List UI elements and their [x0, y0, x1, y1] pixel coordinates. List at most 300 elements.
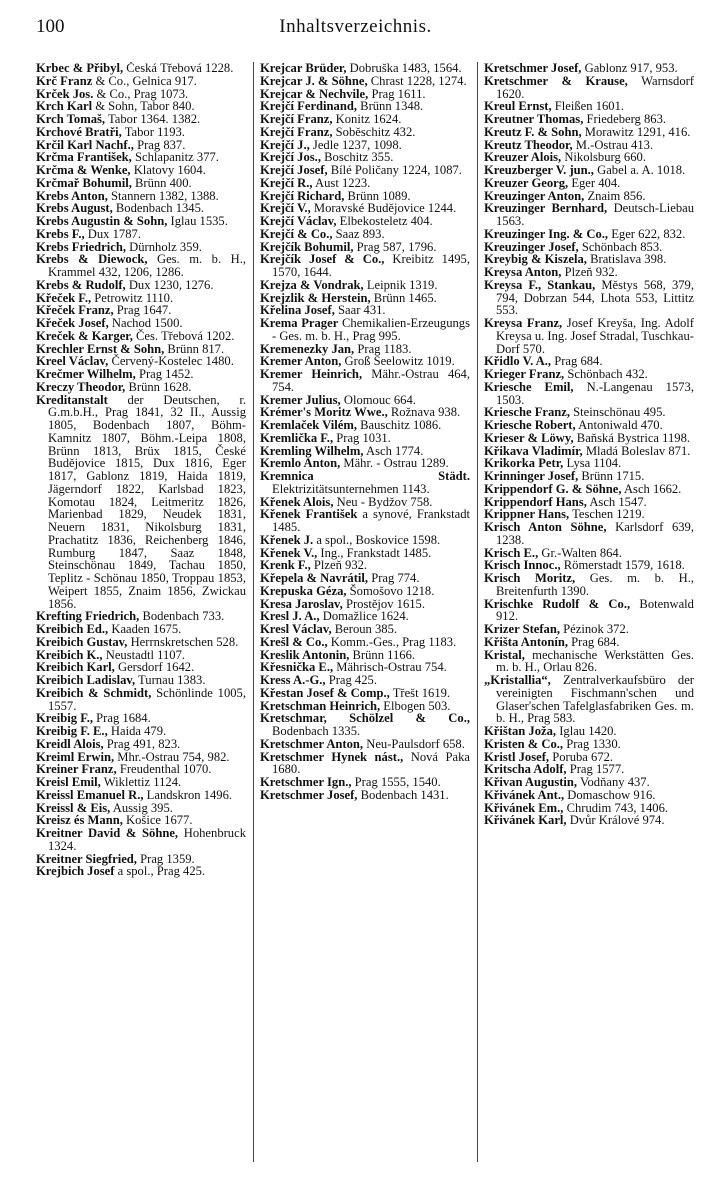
- entry-name: Kremer Heinrich,: [260, 367, 363, 381]
- entry-details: Česká Třebová 1228.: [123, 62, 234, 75]
- entry-details: Hohenbruck 1324.: [48, 826, 246, 853]
- entry-name: Kreuzberger V. jun.,: [484, 163, 594, 177]
- entry-name: Krebs F.,: [36, 226, 85, 241]
- entry-details: Plzeň 932.: [310, 558, 368, 573]
- index-column-3: [484, 62, 694, 1180]
- entry-name: Kreuzer Georg,: [484, 175, 569, 190]
- entry-details: Bratislava 398.: [586, 252, 667, 267]
- entry-name: Kreisl Emil,: [36, 775, 101, 789]
- entry-details: Boschitz 355.: [320, 150, 394, 165]
- page-header: [36, 16, 675, 42]
- entry-details: Jedle 1237, 1098.: [309, 137, 402, 152]
- entry-name: Kritscha Adolf,: [484, 762, 567, 777]
- entry-details: Gablonz 917, 953.: [581, 62, 678, 75]
- index-entry: [260, 253, 470, 279]
- entry-name: Kreysa F., Stankau,: [484, 277, 596, 292]
- entry-name: Kreutner Thomas,: [484, 112, 584, 126]
- entry-name: Kreidl Alois,: [36, 736, 104, 751]
- entry-name: Kreibich & Schmidt,: [36, 685, 152, 700]
- entry-name: Kretschmar, Schölzel & Co.,: [260, 711, 470, 726]
- entry-name: Kretschmer Anton,: [260, 736, 364, 751]
- entry-details: Neustadtl 1107.: [102, 647, 186, 662]
- entry-name: Kreibich Karl,: [36, 660, 115, 675]
- entry-details: Brünn 1348.: [357, 99, 424, 114]
- entry-details: Soběschitz 432.: [332, 124, 416, 139]
- entry-details: Brünn 400.: [131, 175, 192, 190]
- entry-details: Mähr. - Ostrau 1289.: [340, 456, 449, 471]
- entry-name: Kreiml Erwin,: [36, 749, 115, 764]
- entry-name: Krejbich Josef: [36, 864, 115, 879]
- index-column-1: [36, 62, 246, 1180]
- entry-details: Mladá Boleslav 871.: [582, 443, 691, 458]
- entry-details: Dürnholz 359.: [126, 239, 202, 254]
- entry-details: Městys 568, 379, 794, Dobrzan 544, Lhota 553, Littitz 553.: [496, 277, 694, 318]
- entry-details: Dobruška 1483, 1564.: [346, 62, 462, 75]
- entry-details: Košice 1677.: [122, 813, 193, 828]
- entry-name: Kreutz F. & Sohn,: [484, 124, 582, 139]
- entry-name: Kreibich K.,: [36, 647, 103, 662]
- entry-details: Prag 425.: [325, 673, 377, 687]
- entry-name: Kreel Václav,: [36, 354, 109, 369]
- entry-name: Krejčí Franz,: [260, 112, 333, 126]
- entry-details: Prag 837.: [133, 137, 186, 152]
- entry-name: Kriesche Robert,: [484, 418, 576, 432]
- entry-name: Kresa Jaroslav,: [260, 596, 343, 611]
- entry-name: Kresl J. A.,: [260, 609, 320, 624]
- entry-name: Krčma František,: [36, 150, 132, 165]
- entry-details: Baňská Bystrica 1198.: [573, 430, 691, 445]
- entry-details: Ges. m. b. H., Breitenfurth 1390.: [496, 571, 694, 598]
- entry-details: N.-Langenau 1573, 1503.: [496, 379, 694, 407]
- entry-name: Kreysa Franz,: [484, 316, 563, 330]
- entry-name: Kreuzinger Bernhard,: [484, 201, 608, 216]
- entry-details: Rožnava 938.: [387, 405, 461, 420]
- entry-name: Kreissl & Eis,: [36, 800, 111, 815]
- entry-name: Kreditanstalt: [36, 392, 108, 407]
- entry-details: Bodenbach 733.: [139, 609, 225, 624]
- entry-name: Křelina Josef,: [260, 303, 335, 318]
- entry-name: Krešl & Co.,: [260, 634, 328, 649]
- entry-details: Prag 1330.: [563, 736, 621, 751]
- entry-details: Römerstadt 1579, 1618.: [560, 558, 685, 573]
- entry-details: Aust 1223.: [312, 175, 371, 190]
- entry-name: Krčmař Bohumil,: [36, 175, 132, 190]
- entry-details: Wiklettiz 1124.: [100, 775, 182, 789]
- entry-name: Krinninger Josef,: [484, 469, 579, 483]
- entry-details: Bauschitz 1086.: [357, 418, 442, 432]
- entry-name: Krebs Augustin & Sohn,: [36, 214, 168, 228]
- entry-details: Pézinok 372.: [560, 622, 629, 636]
- entry-name: Krček Jos.: [36, 86, 94, 101]
- entry-name: Krisch Innoc.,: [484, 558, 561, 573]
- entry-details: Kreibitz 1495, 1570, 1644.: [272, 252, 470, 279]
- entry-name: Krejčí Ferdinand,: [260, 99, 358, 114]
- entry-details: Schlapanitz 377.: [131, 150, 219, 165]
- entry-details: Eger 404.: [568, 175, 621, 190]
- entry-name: Krčil Karl Nachf.,: [36, 137, 134, 152]
- entry-details: Bodenbach 1345.: [112, 201, 205, 216]
- index-entry: [36, 253, 246, 279]
- entry-details: Prag 1577.: [566, 762, 625, 777]
- entry-name: Krikorka Petr,: [484, 456, 564, 471]
- entry-details: Prag 491, 823.: [103, 736, 181, 751]
- entry-name: Krieser & Löwy,: [484, 430, 574, 445]
- index-entry: [260, 789, 470, 802]
- entry-name: Krebs & Diewock,: [36, 252, 148, 267]
- entry-name: Kreutz Theodor,: [484, 137, 573, 152]
- entry-details: Brünn 1089.: [344, 188, 411, 203]
- entry-details: a spol., Prag 425.: [114, 864, 206, 879]
- entry-name: Kreibig F. E.,: [36, 724, 108, 738]
- entry-details: Dvůr Králové 974.: [566, 813, 665, 828]
- entry-name: Kretschmer & Krause,: [484, 73, 628, 88]
- entry-details: Steinschönau 495.: [570, 405, 666, 420]
- entry-name: Krejčí V.,: [260, 201, 311, 216]
- entry-details: Chrudim 743, 1406.: [563, 800, 669, 815]
- entry-name: Křeček Josef,: [36, 316, 109, 330]
- entry-details: Deutsch-Liebau 1563.: [496, 201, 694, 228]
- entry-name: Krejčí Václav,: [260, 214, 337, 228]
- entry-details: Prag 1359.: [136, 851, 195, 866]
- entry-name: Křištan Joža,: [484, 724, 557, 738]
- entry-details: Aussig 395.: [110, 800, 173, 815]
- index-entry: [484, 202, 694, 228]
- entry-details: Vodňany 437.: [577, 775, 650, 789]
- page-number: 100: [36, 16, 65, 37]
- entry-name: Kretschmer Hynek nást.,: [260, 749, 404, 764]
- index-entry: [484, 279, 694, 317]
- entry-details: Gabel a. A. 1018.: [593, 163, 686, 177]
- entry-name: Kretschmer Josef,: [484, 62, 582, 75]
- entry-details: Mhr.-Ostrau 754, 982.: [114, 749, 230, 764]
- entry-name: Kriesche Emil,: [484, 379, 574, 394]
- entry-name: Kristal,: [484, 647, 525, 662]
- index-entry: [260, 751, 470, 777]
- entry-details: Šomošovo 1218.: [346, 583, 435, 598]
- entry-name: Krebs August,: [36, 201, 113, 216]
- entry-name: Krejčí & Co.,: [260, 226, 333, 241]
- entry-details: Elektrizitätsunternehmen 1143.: [272, 481, 430, 496]
- entry-name: Křenek Alois,: [260, 494, 334, 509]
- entry-details: Saaz 893.: [332, 226, 385, 241]
- entry-details: Stannern 1382, 1388.: [107, 188, 219, 203]
- entry-name: Křivánek Karl,: [484, 813, 567, 828]
- entry-details: Warnsdorf 1620.: [496, 73, 694, 101]
- entry-details: Prag 1183.: [354, 341, 412, 356]
- entry-name: Kremenezky Jan,: [260, 341, 355, 356]
- entry-name: Krč Franz: [36, 73, 93, 88]
- entry-name: Krečmer Wilhelm,: [36, 367, 136, 381]
- entry-name: Kreitner David & Söhne,: [36, 826, 179, 840]
- entry-name: Křišta Antonín,: [484, 634, 568, 649]
- entry-details: Petrowitz 1110.: [91, 290, 174, 305]
- entry-name: Krisch Anton Söhne,: [484, 520, 607, 534]
- entry-name: Krejčík Bohumil,: [260, 239, 354, 254]
- entry-name: Krejčí Josef,: [260, 163, 328, 177]
- entry-details: Eger 622, 832.: [608, 226, 686, 241]
- index-entry: [484, 317, 694, 355]
- entry-name: Krch Tomaš,: [36, 112, 106, 126]
- index-entry: [260, 368, 470, 394]
- entry-name: Krisch E.,: [484, 545, 539, 560]
- entry-details: Domaschow 916.: [564, 787, 656, 802]
- entry-details: Elbogen 503.: [380, 698, 451, 713]
- entry-name: Kremling Wilhelm,: [260, 443, 364, 458]
- entry-name: Krippner Hans,: [484, 507, 570, 522]
- entry-details: Dux 1787.: [84, 226, 141, 241]
- entry-details: Elbekosteletz 404.: [336, 214, 433, 228]
- entry-name: Krejčí Franz,: [260, 124, 333, 139]
- entry-details: Bílé Poličany 1224, 1087.: [327, 163, 462, 177]
- entry-name: Krema Prager: [260, 316, 339, 330]
- entry-details: Josef Kreyša, Ing. Adolf Kreysa u. Ing. Josef Stradal, Tuschkau-Dorf 570.: [496, 316, 694, 356]
- entry-details: Neu - Bydžov 758.: [333, 494, 433, 509]
- entry-details: Mährisch-Ostrau 754.: [333, 660, 447, 675]
- entry-name: Kreslik Antonin,: [260, 647, 350, 662]
- entry-name: Krippendorf G. & Söhne,: [484, 481, 622, 496]
- entry-name: Krejčík Josef & Co.,: [260, 252, 385, 267]
- entry-details: Prag 1684.: [93, 711, 151, 726]
- entry-name: Krčma & Wenke,: [36, 163, 131, 177]
- entry-details: Červený-Kostelec 1480.: [108, 354, 234, 369]
- column-divider: [477, 62, 478, 1162]
- index-entry: [36, 687, 246, 713]
- entry-details: Čes. Třebová 1202.: [132, 328, 235, 343]
- entry-details: Plzeň 932.: [561, 265, 618, 279]
- entry-details: Zentralverkaufsbüro der vereinigten Fischmann'schen und Glaser'schen Tafelglasfabriken Ges. m. b. H., Prag 583.: [496, 673, 694, 726]
- entry-name: Kremnica Städt.: [260, 469, 470, 483]
- entry-details: Prag 1555, 1540.: [351, 775, 441, 789]
- entry-name: Křivan Augustin,: [484, 775, 578, 789]
- entry-details: Ing., Frankstadt 1485.: [317, 545, 432, 560]
- entry-details: a synové, Frankstadt 1485.: [272, 507, 470, 534]
- entry-name: Kreul Ernst,: [484, 99, 552, 114]
- entry-details: Schönbach 853.: [578, 239, 663, 254]
- entry-details: Haida 479.: [107, 724, 167, 738]
- entry-details: Prag 774.: [368, 571, 420, 585]
- entry-name: Krepuska Géza,: [260, 583, 347, 598]
- entry-name: Křenek J.: [260, 532, 314, 547]
- entry-name: Kreuzer Alois,: [484, 150, 562, 165]
- entry-name: Kriesche Franz,: [484, 405, 571, 420]
- entry-name: Kremlo Anton,: [260, 456, 341, 471]
- entry-details: Friedeberg 863.: [583, 112, 667, 126]
- entry-details: Chrast 1228, 1274.: [367, 73, 467, 88]
- entry-details: Brünn 1715.: [578, 469, 645, 483]
- entry-name: Krejzlik & Herstein,: [260, 290, 371, 305]
- entry-details: Tabor 1364. 1382.: [105, 112, 201, 126]
- index-entry: [260, 470, 470, 496]
- entry-details: Prag 587, 1796.: [353, 239, 437, 254]
- entry-details: Brünn 817.: [164, 341, 225, 356]
- column-divider: [253, 62, 254, 1162]
- entry-name: Kretschman Heinrich,: [260, 698, 381, 713]
- entry-name: Kreuzinger Josef,: [484, 239, 579, 254]
- entry-name: Krejcar & Nechvile,: [260, 86, 369, 101]
- entry-name: Krejcar Brüder,: [260, 62, 347, 75]
- entry-details: M.-Ostrau 413.: [572, 137, 654, 152]
- entry-details: Moravské Budějovice 1244.: [310, 201, 457, 216]
- entry-details: Gersdorf 1642.: [114, 660, 195, 675]
- entry-details: Znaim 856.: [584, 188, 646, 203]
- entry-name: Kremlička F.,: [260, 430, 334, 445]
- entry-details: Schönbach 432.: [564, 367, 648, 381]
- entry-name: Kreibich Ed.,: [36, 622, 109, 636]
- entry-details: Brünn 1465.: [370, 290, 437, 305]
- entry-details: Lysa 1104.: [563, 456, 622, 471]
- entry-details: Gr.-Walten 864.: [538, 545, 622, 560]
- index-entry: [36, 865, 246, 878]
- entry-details: Karlsdorf 639, 1238.: [496, 520, 694, 547]
- entry-details: Prostějov 1615.: [342, 596, 426, 611]
- index-entry: [260, 712, 470, 738]
- entry-name: Kress A.-G.,: [260, 673, 326, 687]
- entry-name: Křepela & Navrátil,: [260, 571, 369, 585]
- entry-name: Krejčí J.,: [260, 137, 310, 152]
- entry-name: Křeček Franz,: [36, 303, 114, 318]
- entry-name: Kreuzinger Ing. & Co.,: [484, 226, 609, 241]
- entry-name: Krefting Friedrich,: [36, 609, 140, 624]
- entry-details: mechanische Werkstätten Ges. m. b. H., Orlau 826.: [496, 647, 694, 675]
- entry-details: Bodenbach 1431.: [357, 787, 449, 802]
- entry-details: Schönlinde 1005, 1557.: [48, 685, 246, 713]
- entry-details: Dux 1230, 1276.: [125, 277, 214, 292]
- entry-name: Krch Karl: [36, 99, 93, 114]
- entry-details: Neu-Paulsdorf 658.: [363, 736, 465, 751]
- entry-name: Krisch Moritz,: [484, 571, 576, 585]
- entry-name: Krbec & Přibyl,: [36, 62, 124, 75]
- index-entry: [484, 521, 694, 547]
- entry-name: Kreček & Karger,: [36, 328, 133, 343]
- entry-details: Poruba 672.: [549, 749, 614, 764]
- entry-name: Křivánek Ant.,: [484, 787, 565, 802]
- entry-name: Křesnička E.,: [260, 660, 334, 675]
- entry-details: Tabor 1193.: [121, 124, 185, 139]
- entry-details: Nikolsburg 660.: [561, 150, 646, 165]
- entry-name: Krchové Bratři,: [36, 124, 122, 139]
- index-entry: [484, 381, 694, 407]
- entry-name: Krémer's Moritz Wwe.,: [260, 405, 388, 420]
- entry-details: Prag 684.: [551, 354, 603, 369]
- entry-details: Komm.-Ges., Prag 1183.: [327, 634, 457, 649]
- entry-name: Křeček F.,: [36, 290, 92, 305]
- entry-details: Herrnskretschen 528.: [127, 634, 239, 649]
- index-entry: [484, 814, 694, 827]
- entry-details: Asch 1662.: [621, 481, 682, 496]
- page-title: Inhaltsverzeichnis.: [279, 16, 432, 37]
- entry-details: Klatovy 1604.: [130, 163, 206, 177]
- entry-name: Krebs & Rudolf,: [36, 277, 126, 292]
- entry-name: Krechler Ernst & Sohn,: [36, 341, 165, 356]
- entry-name: „Kristallia“,: [484, 673, 551, 687]
- index-entry: [36, 827, 246, 853]
- entry-details: Nachod 1500.: [108, 316, 183, 330]
- entry-details: Nová Paka 1680.: [272, 749, 470, 777]
- index-column-2: [260, 62, 470, 1180]
- entry-details: Domažlice 1624.: [319, 609, 409, 624]
- entry-name: Kreiner Franz,: [36, 762, 117, 777]
- entry-details: Ges. m. b. H., Krammel 432, 1206, 1286.: [48, 252, 246, 279]
- entry-name: Kremlaček Vilém,: [260, 418, 357, 432]
- index-entry: [484, 572, 694, 598]
- entry-details: Leipnik 1319.: [363, 277, 438, 292]
- entry-details: Landskron 1496.: [143, 787, 233, 802]
- entry-details: Prag 1031.: [333, 430, 391, 445]
- entry-details: Groß Seelowitz 1019.: [341, 354, 455, 369]
- entry-details: Teschen 1219.: [569, 507, 645, 522]
- entry-name: Krebs Anton,: [36, 188, 108, 203]
- index-columns: [36, 62, 704, 1180]
- entry-details: Prag 1611.: [368, 86, 426, 101]
- entry-details: & Co., Prag 1073.: [93, 86, 189, 101]
- entry-details: a spol., Boskovice 1598.: [313, 532, 441, 547]
- entry-name: Kristen & Co.,: [484, 736, 564, 751]
- entry-name: Krejcar J. & Söhne,: [260, 73, 368, 88]
- entry-details: Prag 684.: [567, 634, 620, 649]
- index-entry: [484, 674, 694, 725]
- entry-name: Kretschmer Ign.,: [260, 775, 352, 789]
- entry-name: Krejčí R.,: [260, 175, 313, 190]
- entry-details: Morawitz 1291, 416.: [581, 124, 691, 139]
- entry-details: Olomouc 664.: [340, 392, 416, 407]
- entry-name: Kreuzinger Anton,: [484, 188, 585, 203]
- entry-name: Krebs Friedrich,: [36, 239, 127, 254]
- entry-details: Konitz 1624.: [332, 112, 402, 126]
- entry-name: Kreisz és Mann,: [36, 813, 123, 828]
- entry-details: Fleißen 1601.: [551, 99, 625, 114]
- entry-details: Saar 431.: [334, 303, 386, 318]
- entry-details: Asch 1774.: [363, 443, 424, 458]
- index-entry: [484, 75, 694, 101]
- entry-details: Beroun 385.: [331, 622, 398, 636]
- entry-details: Asch 1547.: [586, 494, 647, 509]
- entry-name: Kremer Julius,: [260, 392, 341, 407]
- entry-details: der Deutschen, r. G.m.b.H., Prag 1841, 32 II., Aussig 1805, Bodenbach 1807, Böhm-Kamnitz 1807, Böhm.-Leipa 1808, Brünn 1813, Brüx 1815, České Budějovice 1815, Dux 1816, Eger 1817, Gablonz 1819, Haida 1819, Jägerndorf 1822, Karlsbad 1823, Komotau 1824, Leitmeritz 1826, Marienbad 1829, Neudek 1831, Neuern 1831, Nikolsburg 1831, Prachatitz 1836, Reichenberg 1846, Rumburg 1847, Saaz 1848, Steinschönau 1849, Tachau 1850, Teplitz - Schönau 1850, Troppau 1853, Weipert 1855, Znaim 1856, Zwickau 1856.: [48, 392, 246, 611]
- entry-details: Antoniwald 470.: [575, 418, 663, 432]
- entry-name: Kreissl Emanuel R.,: [36, 787, 144, 802]
- entry-name: Krischke Rudolf & Co.,: [484, 596, 631, 611]
- entry-name: Kreibich Ladislav,: [36, 673, 136, 687]
- index-entry: [484, 649, 694, 675]
- entry-name: Krieger Franz,: [484, 367, 565, 381]
- entry-name: Kretschmer Josef,: [260, 787, 358, 802]
- entry-name: Kremer Anton,: [260, 354, 342, 369]
- entry-name: Křivánek Em.,: [484, 800, 564, 815]
- entry-name: Kreibig F.,: [36, 711, 94, 726]
- entry-name: Krejčí Jos.,: [260, 150, 321, 165]
- entry-name: Kreibich Gustav,: [36, 634, 128, 649]
- entry-name: Krenk F.,: [260, 558, 311, 573]
- entry-details: & Sohn, Tabor 840.: [92, 99, 195, 114]
- entry-name: Kristl Josef,: [484, 749, 550, 764]
- entry-details: Mähr.-Ostrau 464, 754.: [272, 367, 470, 394]
- entry-details: Prag 1452.: [135, 367, 194, 381]
- entry-name: Křestan Josef & Comp.,: [260, 685, 390, 700]
- entry-name: Kresl Václav,: [260, 622, 332, 636]
- entry-details: Kaaden 1675.: [108, 622, 182, 636]
- entry-name: Kreitner Siegfried,: [36, 851, 137, 866]
- entry-details: Brünn 1628.: [125, 379, 192, 394]
- entry-details: & Co., Gelnica 917.: [92, 73, 197, 88]
- entry-details: Freudenthal 1070.: [116, 762, 212, 777]
- entry-name: Křikava Vladimír,: [484, 443, 583, 458]
- entry-details: Prag 1647.: [113, 303, 172, 318]
- entry-details: Iglau 1420.: [556, 724, 617, 738]
- entry-details: Botenwald 912.: [496, 596, 694, 624]
- entry-details: Turnau 1383.: [135, 673, 206, 687]
- entry-details: Bodenbach 1335.: [272, 724, 361, 738]
- entry-name: Krejza & Vondrak,: [260, 277, 364, 292]
